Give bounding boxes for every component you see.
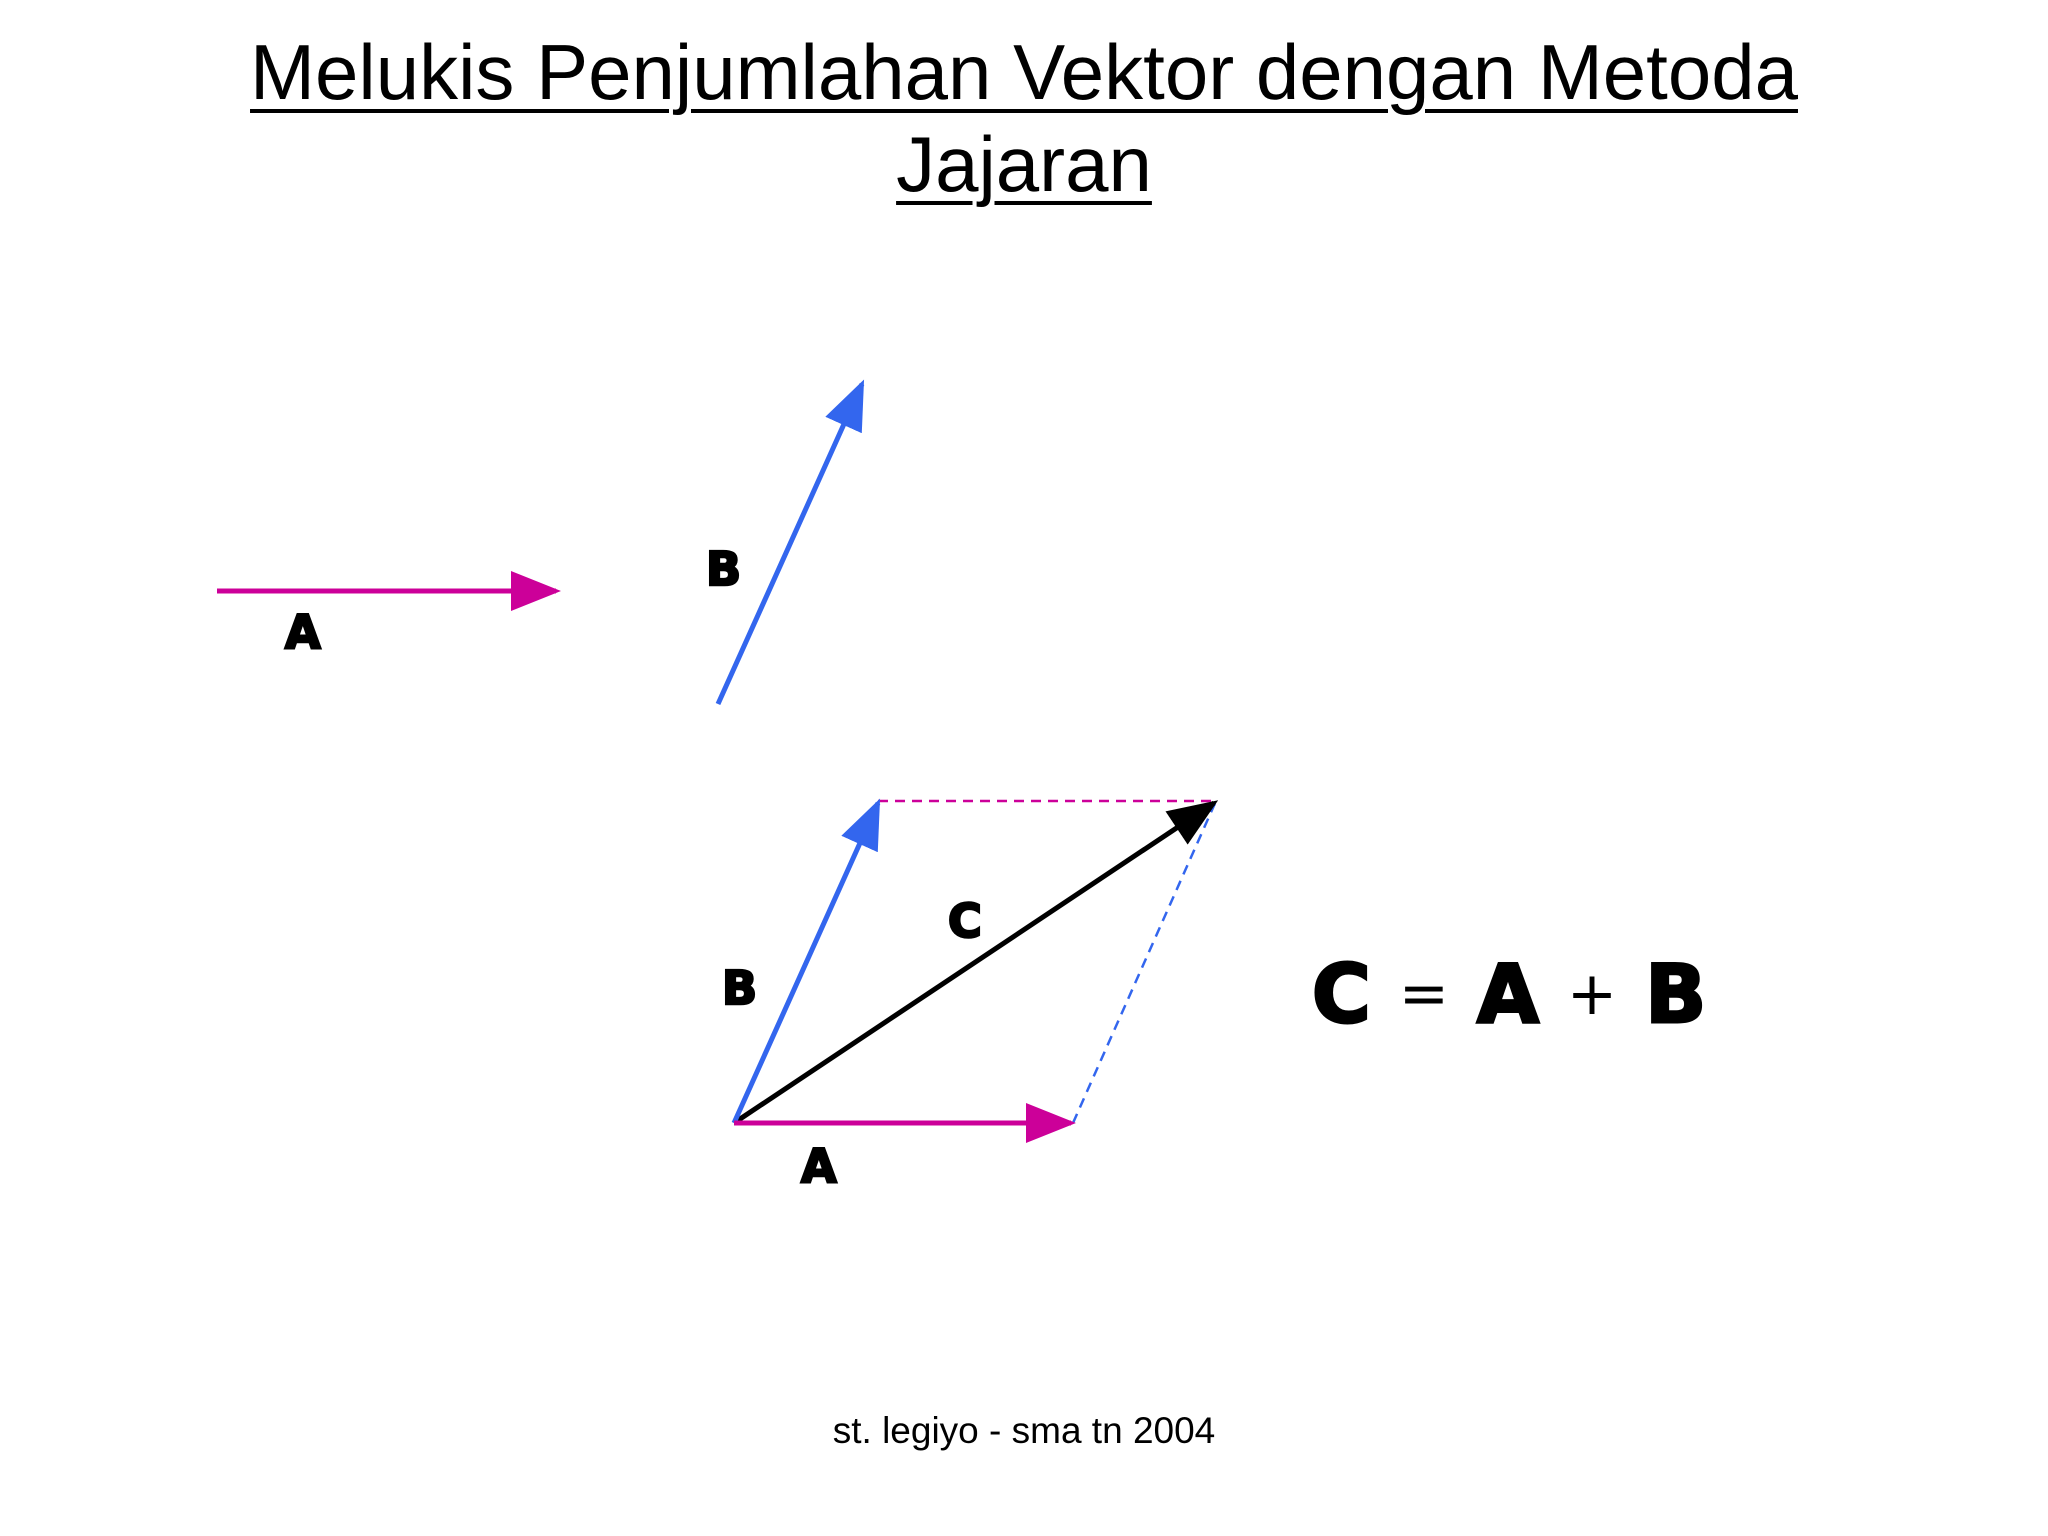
vector-b-base-label: B [722,961,758,1015]
formula-c: C [1312,948,1371,1041]
formula-a: A [1477,948,1539,1041]
vector-a-base-label: A [801,1139,837,1193]
title-line-2: Jajaran [896,120,1152,208]
resultant-c-label: C [948,894,982,948]
title-line-1: Melukis Penjumlahan Vektor dengan Metoda [250,28,1798,116]
formula-b: B [1645,948,1707,1041]
vector-sum-formula [1312,948,1706,1041]
formula-equals: = [1398,959,1449,1029]
vector-b-label: B [706,542,742,596]
formula-plus: + [1566,959,1618,1029]
vector-a-label: A [285,605,321,659]
footer-credit: st. legiyo - sma tn 2004 [832,1410,1216,1451]
